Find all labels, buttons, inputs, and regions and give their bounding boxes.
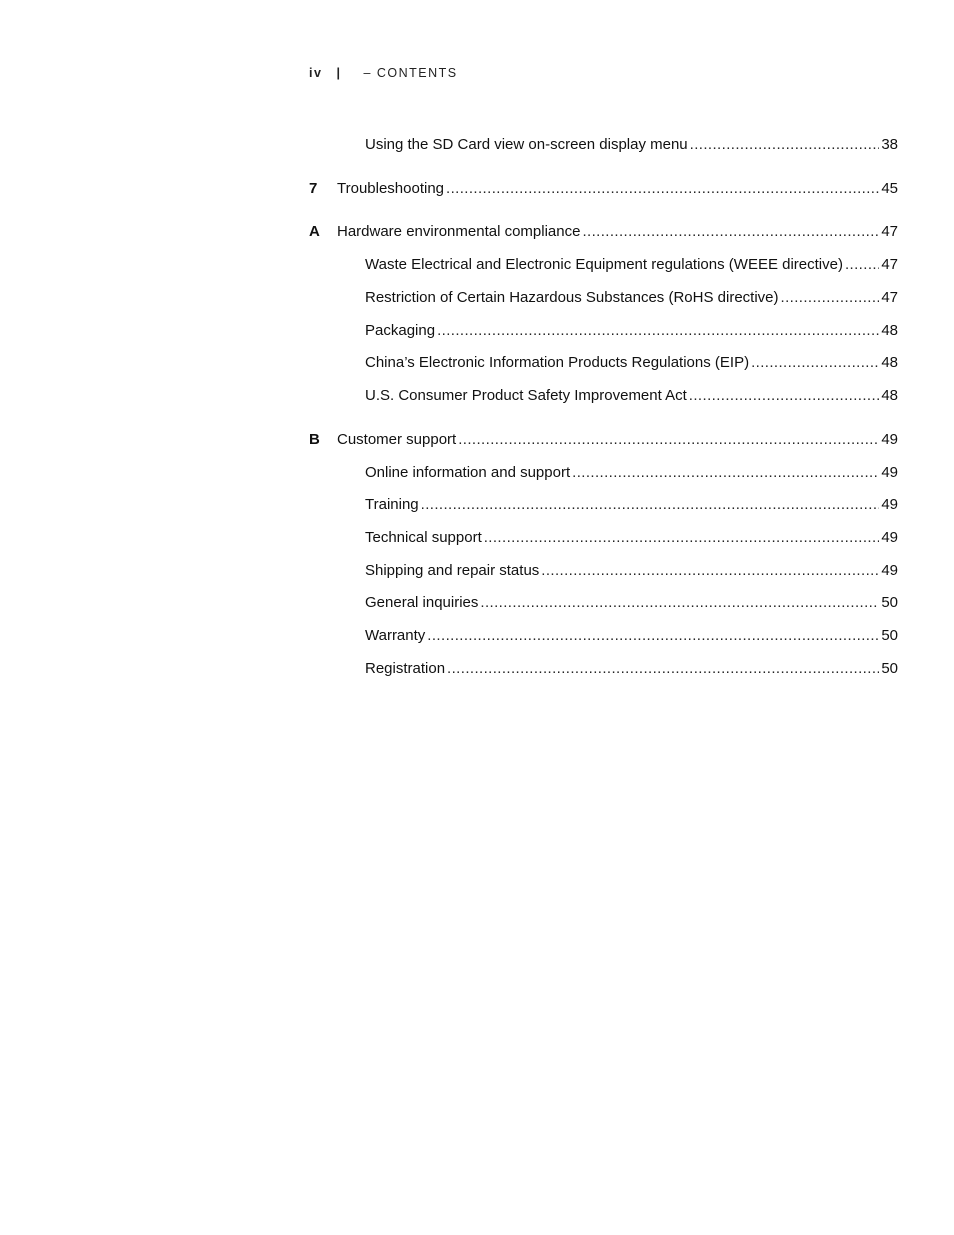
toc-dot-leader xyxy=(447,660,879,678)
toc-entry-warranty[interactable] xyxy=(365,627,898,645)
header-separator: | xyxy=(336,66,342,80)
toc-chapter-hardware-environmental-compliance[interactable] xyxy=(309,223,898,241)
toc-dot-leader xyxy=(690,136,880,154)
header-section-title: – CONTENTS xyxy=(363,66,458,80)
toc-chapter-troubleshooting[interactable] xyxy=(309,180,898,198)
toc-entry-title: Restriction of Certain Hazardous Substances (RoHS directive) xyxy=(365,289,779,306)
toc-dot-leader xyxy=(845,256,879,274)
toc-entry-china-eip[interactable] xyxy=(365,354,898,372)
toc-entry-general-inquiries[interactable] xyxy=(365,594,898,612)
toc-dot-leader xyxy=(458,431,879,449)
toc-entry-rohs-directive[interactable] xyxy=(365,289,898,307)
toc-entry-page: 49 xyxy=(881,496,898,513)
toc-dot-leader xyxy=(572,464,879,482)
toc-dot-leader xyxy=(541,562,879,580)
toc-entry-online-information[interactable] xyxy=(365,464,898,482)
toc-dot-leader xyxy=(751,354,879,372)
toc-entry-title: Packaging xyxy=(365,322,436,339)
toc-entry-title: Hardware environmental compliance xyxy=(337,223,581,240)
toc-entry-page: 49 xyxy=(881,464,898,481)
toc-dot-leader xyxy=(582,223,879,241)
toc-entry-page: 49 xyxy=(881,529,898,546)
toc-entry-technical-support[interactable] xyxy=(365,529,898,547)
toc-entry-title: Warranty xyxy=(365,627,426,644)
toc-dot-leader xyxy=(421,496,880,514)
toc-chapter-number: 7 xyxy=(309,180,318,197)
toc-entry-packaging[interactable] xyxy=(365,322,898,340)
toc-entry-page: 50 xyxy=(881,627,898,644)
toc-entry-title: Registration xyxy=(365,660,446,677)
toc-entry-sd-card-osd-menu[interactable] xyxy=(365,136,898,154)
toc-entry-page: 49 xyxy=(881,431,898,448)
toc-entry-registration[interactable] xyxy=(365,660,898,678)
toc-entry-page: 47 xyxy=(881,223,898,240)
toc-entry-title: General inquiries xyxy=(365,594,479,611)
toc-entry-page: 49 xyxy=(881,562,898,579)
toc-entry-title: Shipping and repair status xyxy=(365,562,540,579)
toc-entry-title: Customer support xyxy=(337,431,457,448)
toc-entry-page: 48 xyxy=(881,322,898,339)
header-page-number: iv xyxy=(309,66,323,80)
toc-entry-title: China’s Electronic Information Products Regulations (EIP) xyxy=(365,354,750,371)
toc-chapter-number: B xyxy=(309,431,320,448)
toc-entry-page: 47 xyxy=(881,289,898,306)
toc-dot-leader xyxy=(781,289,880,307)
toc-entry-title: Online information and support xyxy=(365,464,571,481)
toc-entry-shipping-repair-status[interactable] xyxy=(365,562,898,580)
toc-dot-leader xyxy=(480,594,879,612)
toc-chapter-number: A xyxy=(309,223,320,240)
toc-entry-title: Troubleshooting xyxy=(337,180,445,197)
toc-entry-title: Training xyxy=(365,496,419,513)
toc-chapter-customer-support[interactable] xyxy=(309,431,898,449)
toc-entry-page: 50 xyxy=(881,594,898,611)
toc-entry-page: 48 xyxy=(881,387,898,404)
toc-entry-training[interactable] xyxy=(365,496,898,514)
toc-entry-page: 50 xyxy=(881,660,898,677)
toc-dot-leader xyxy=(689,387,880,405)
toc-entry-page: 48 xyxy=(881,354,898,371)
toc-entry-page: 45 xyxy=(881,180,898,197)
toc-entry-page: 47 xyxy=(881,256,898,273)
toc-entry-page: 38 xyxy=(881,136,898,153)
toc-entry-title: Waste Electrical and Electronic Equipment regulations (WEEE directive) xyxy=(365,256,843,273)
toc-entry-title: Using the SD Card view on-screen display menu xyxy=(365,136,688,153)
toc-dot-leader xyxy=(484,529,880,547)
running-header xyxy=(309,66,458,80)
toc-dot-leader xyxy=(446,180,879,198)
toc-entry-title: Technical support xyxy=(365,529,482,546)
toc-entry-us-cpsia[interactable] xyxy=(365,387,898,405)
toc-entry-weee-directive[interactable] xyxy=(365,256,898,274)
toc-dot-leader xyxy=(437,322,879,340)
toc-dot-leader xyxy=(427,627,879,645)
toc-entry-title: U.S. Consumer Product Safety Improvement Act xyxy=(365,387,687,404)
